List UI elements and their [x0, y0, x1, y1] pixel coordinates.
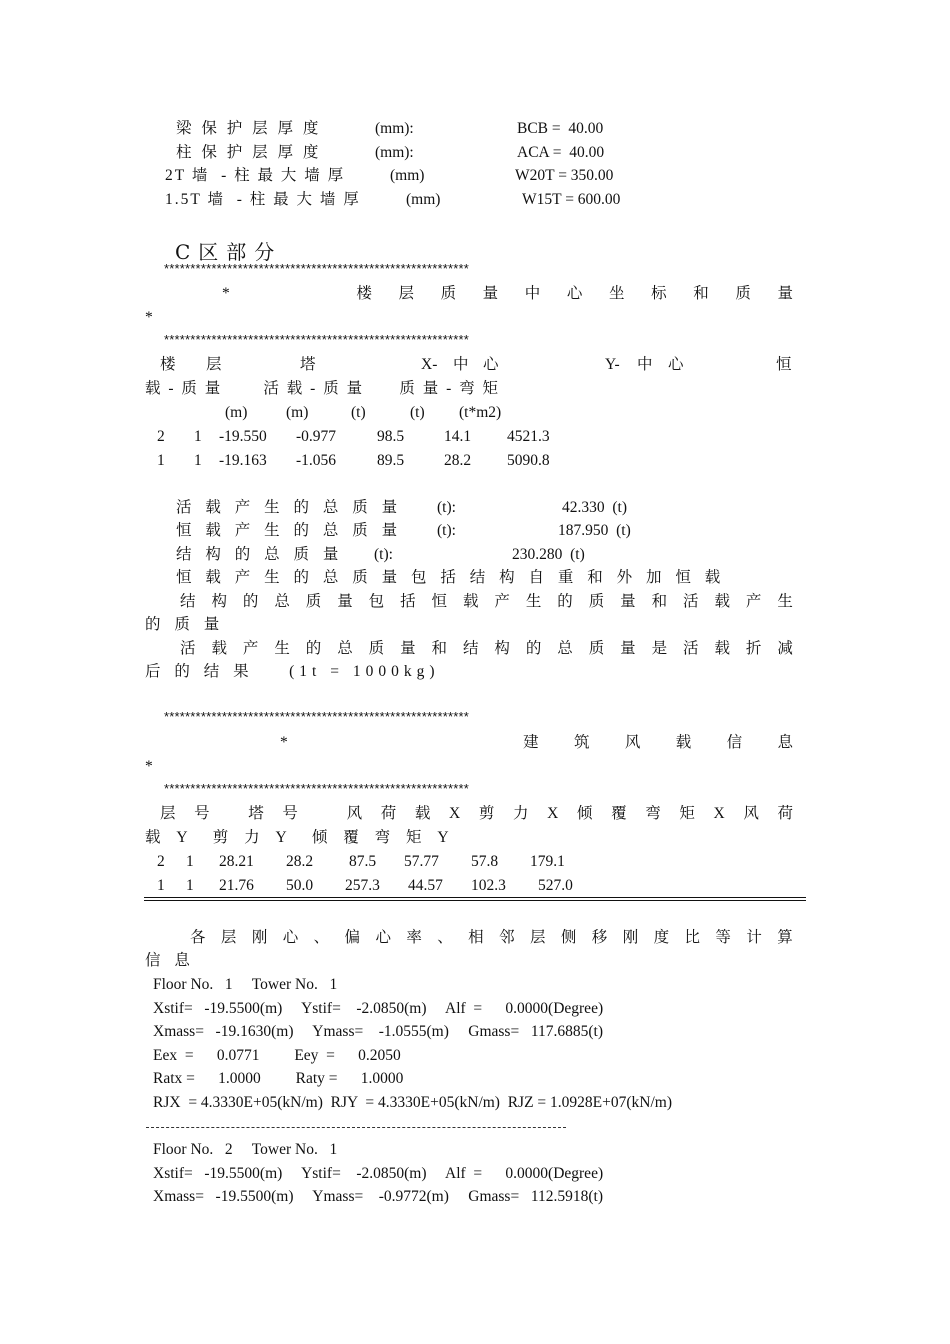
title-char: 层 [398, 285, 414, 302]
param-unit: (mm): [375, 144, 414, 161]
note-mass-include [180, 592, 793, 612]
header-cell: 楼 [160, 356, 176, 373]
note-char: 构 [211, 593, 227, 610]
title-char: 计 [746, 929, 762, 946]
note-char: 载 [462, 593, 479, 610]
param-unit: (mm) [406, 191, 441, 208]
note-char: 活 [683, 640, 699, 657]
title-char: 中 [524, 285, 541, 302]
cell: -1.056 [296, 452, 337, 469]
title-char: 量 [482, 285, 499, 302]
note-char: 总 [274, 593, 290, 610]
cell: 1 [194, 452, 202, 469]
param-label: 1.5T 墙 - 柱 最 大 墙 厚 [165, 191, 361, 208]
title-char: 息 [777, 734, 793, 751]
note-char: 量 [620, 640, 636, 657]
cell: 57.8 [471, 853, 499, 870]
cell: 1 [157, 452, 165, 469]
header-cell: X [448, 805, 461, 822]
note-char: 质 [305, 593, 322, 610]
param-value: BCB = 40.00 [517, 120, 604, 137]
header-cell: 心 [668, 356, 684, 373]
floor-header: Floor No. 2 Tower No. 1 [153, 1141, 338, 1158]
cell: 44.57 [408, 877, 443, 894]
note-char: 恒 [431, 593, 448, 610]
cell: 1 [186, 853, 194, 870]
note-char: 的 [557, 593, 573, 610]
note-char: 生 [777, 593, 793, 610]
cell: 5090.8 [507, 452, 550, 469]
total-value: 230.280 (t) [512, 546, 585, 563]
cell: 50.0 [286, 877, 314, 894]
cell: 179.1 [530, 853, 565, 870]
header-cell: 荷 [777, 805, 793, 822]
total-unit: (t): [374, 546, 393, 563]
title-char: 心 [375, 929, 391, 946]
note-char: 总 [337, 640, 353, 657]
note-char: 活 [180, 640, 196, 657]
title-char: 度 [653, 929, 670, 946]
title-char: 移 [591, 929, 608, 946]
note-char: 活 [683, 593, 699, 610]
total-value: 42.330 (t) [562, 499, 628, 516]
title-char: 相 [468, 929, 484, 946]
total-unit: (t): [437, 499, 456, 516]
cell: 89.5 [377, 452, 405, 469]
note-char: 载 [211, 640, 227, 657]
mass-title [222, 284, 793, 304]
title-char: 心 [566, 285, 583, 302]
stif-line: Xstif= -19.5500(m) Ystif= -2.0850(m) Alf = 0.0000(Degree) [153, 1165, 604, 1182]
header-cell: 弯 [645, 805, 661, 822]
header-cell: 荷 [380, 805, 397, 822]
note-char: 量 [337, 593, 353, 610]
note-char: 和 [431, 640, 448, 657]
mass-header-row2: 载 - 质 量 活 载 - 质 量 质 量 - 弯 矩 [145, 380, 500, 397]
title-char: 算 [777, 929, 793, 946]
title-char: 层 [220, 929, 237, 946]
stiffness-title [190, 928, 793, 948]
note-char: 产 [745, 593, 762, 610]
stif-line: Xstif= -19.5500(m) Ystif= -2.0850(m) Alf = 0.0000(Degree) [153, 1000, 604, 1017]
title-char: 筑 [573, 734, 590, 751]
total-label: 结 构 的 总 质 量 [176, 546, 344, 563]
note-char: 生 [525, 593, 542, 610]
header-cell: 号 [194, 805, 210, 822]
floor-header: Floor No. 1 Tower No. 1 [153, 976, 338, 993]
note-char: 构 [494, 640, 510, 657]
double-rule-bottom [144, 900, 806, 901]
param-unit: (mm) [390, 167, 425, 184]
note-char: 量 [620, 593, 636, 610]
note-char: 折 [745, 640, 762, 657]
title-char: 载 [675, 734, 692, 751]
title-char: 偏 [344, 929, 361, 946]
note-char: 结 [180, 593, 196, 610]
title-char: 和 [693, 285, 709, 302]
note-char: 量 [400, 640, 416, 657]
header-cell: 风 [346, 805, 363, 822]
param-value: W20T = 350.00 [515, 167, 614, 184]
mass-line: Xmass= -19.1630(m) Ymass= -1.0555(m) Gmass= 117.6885(t) [153, 1023, 603, 1040]
star-divider: ********************************************************** [164, 261, 470, 276]
note-char: 结 [462, 640, 479, 657]
cell: 98.5 [377, 428, 405, 445]
mass-line: Xmass= -19.5500(m) Ymass= -0.9772(m) Gmass= 112.5918(t) [153, 1188, 603, 1205]
section-title: C区部分 [175, 240, 283, 264]
note-live-reduction-tail: 后 的 结 果 (1t = 1000kg) [145, 663, 440, 680]
note-char: 括 [400, 593, 416, 610]
unit-cell: (t*m2) [459, 404, 502, 421]
header-cell: 剪 [478, 805, 495, 822]
title-char: 信 [726, 734, 743, 751]
note-char: 是 [651, 640, 668, 657]
ratio-line: Ratx = 1.0000 Raty = 1.0000 [153, 1070, 404, 1087]
header-cell: 中 [453, 356, 469, 373]
title-char: 质 [735, 285, 751, 302]
title-char: 、 [437, 929, 453, 946]
cell: -19.163 [219, 452, 267, 469]
header-cell: 层 [206, 356, 222, 373]
note-char: 总 [557, 640, 573, 657]
title-char: 层 [529, 929, 546, 946]
cell: 28.21 [219, 853, 254, 870]
cell: 527.0 [538, 877, 573, 894]
note-char: 生 [274, 640, 290, 657]
note-char: 载 [714, 640, 730, 657]
title-char: 侧 [560, 929, 577, 946]
title-char: 等 [715, 929, 731, 946]
note-char: 的 [242, 593, 259, 610]
note-char: 包 [368, 593, 385, 610]
cell: 57.77 [404, 853, 439, 870]
note-char: 产 [242, 640, 259, 657]
param-value: ACA = 40.00 [517, 144, 605, 161]
header-cell: X [547, 805, 559, 822]
note-live-reduction [180, 639, 793, 659]
cell: 4521.3 [507, 428, 550, 445]
title-char: 量 [777, 285, 793, 302]
cell: 257.3 [345, 877, 380, 894]
header-cell: Y- [605, 356, 620, 373]
header-cell: 载 [414, 805, 431, 822]
note-char: 质 [368, 640, 385, 657]
title-char: 率 [406, 929, 422, 946]
note-char: 载 [714, 593, 730, 610]
note-char: 质 [588, 640, 605, 657]
header-cell: 倾 [576, 805, 593, 822]
cell: 1 [194, 428, 202, 445]
header-cell: 中 [637, 356, 653, 373]
unit-cell: (m) [286, 404, 309, 421]
title-char: 、 [313, 929, 330, 946]
header-cell: X- [421, 356, 438, 373]
cell: 2 [157, 853, 165, 870]
title-tail: * [145, 758, 153, 775]
total-unit: (t): [437, 522, 456, 539]
title-char: 刚 [251, 929, 268, 946]
title-char: 刚 [622, 929, 639, 946]
param-label: 2T 墙 - 柱 最 大 墙 厚 [165, 167, 346, 184]
param-value: W15T = 600.00 [522, 191, 621, 208]
dashed-divider [146, 1127, 566, 1128]
wind-title [280, 733, 793, 753]
cell: 102.3 [471, 877, 506, 894]
cell: 1 [186, 877, 194, 894]
title-tail: * [145, 309, 153, 326]
cell: 87.5 [349, 853, 377, 870]
cell: 28.2 [286, 853, 314, 870]
cell: 1 [157, 877, 165, 894]
note-char: 的 [525, 640, 542, 657]
note-mass-include-tail: 的 质 量 [145, 616, 225, 633]
star-divider: ********************************************************** [164, 781, 470, 796]
cell: 21.76 [219, 877, 254, 894]
param-label: 梁 保 护 层 厚 度 [176, 120, 322, 137]
title-char: 楼 [356, 285, 372, 302]
header-cell: 风 [743, 805, 759, 822]
note-char: 和 [651, 593, 668, 610]
header-cell: 层 [160, 805, 176, 822]
title-char: * [222, 285, 230, 302]
ecc-line: Eex = 0.0771 Eey = 0.2050 [153, 1047, 401, 1064]
cell: -0.977 [296, 428, 337, 445]
title-char: 坐 [609, 285, 625, 302]
unit-cell: (t) [410, 404, 425, 421]
total-value: 187.950 (t) [558, 522, 631, 539]
cell: 14.1 [444, 428, 472, 445]
title-char: 邻 [499, 929, 515, 946]
header-cell: 塔 [300, 356, 316, 373]
total-label: 活 载 产 生 的 总 质 量 [176, 499, 403, 516]
note-char: 的 [305, 640, 322, 657]
header-cell: 号 [282, 805, 298, 822]
header-cell: 矩 [679, 805, 695, 822]
header-cell: 覆 [611, 805, 627, 822]
unit-cell: (t) [351, 404, 366, 421]
cell: -19.550 [219, 428, 267, 445]
header-cell: 塔 [248, 805, 264, 822]
title-char: 比 [684, 929, 701, 946]
wind-header-row1 [160, 804, 793, 824]
star-divider: ********************************************************** [164, 332, 470, 347]
cell: 28.2 [444, 452, 472, 469]
note-dead-load: 恒 载 产 生 的 总 质 量 包 括 结 构 自 重 和 外 加 恒 载 [176, 569, 726, 586]
note-char: 产 [494, 593, 510, 610]
header-cell: 力 [512, 805, 529, 822]
star-divider: ********************************************************** [164, 709, 470, 724]
title-char: 标 [651, 285, 667, 302]
cell: 2 [157, 428, 165, 445]
title-char: 质 [440, 285, 457, 302]
total-label: 恒 载 产 生 的 总 质 量 [176, 522, 403, 539]
title-char: 建 [523, 734, 539, 751]
title-char: 心 [282, 929, 299, 946]
header-cell: 心 [483, 356, 499, 373]
note-char: 减 [777, 640, 793, 657]
double-rule-top [144, 897, 806, 898]
header-cell: 恒 [776, 356, 792, 373]
wind-header-row2: 载 Y 剪 力 Y 倾 覆 弯 矩 Y [145, 829, 455, 846]
unit-cell: (m) [225, 404, 248, 421]
rj-line: RJX = 4.3330E+05(kN/m) RJY = 4.3330E+05(kN/m) RJZ = 1.0928E+07(kN/m) [153, 1094, 673, 1111]
title-tail: 信 息 [145, 952, 195, 969]
param-unit: (mm): [375, 120, 414, 137]
title-char: * [280, 734, 288, 751]
header-cell: X [713, 805, 725, 822]
param-label: 柱 保 护 层 厚 度 [176, 144, 322, 161]
title-char: 风 [624, 734, 641, 751]
title-char: 各 [190, 929, 206, 946]
note-char: 质 [588, 593, 605, 610]
